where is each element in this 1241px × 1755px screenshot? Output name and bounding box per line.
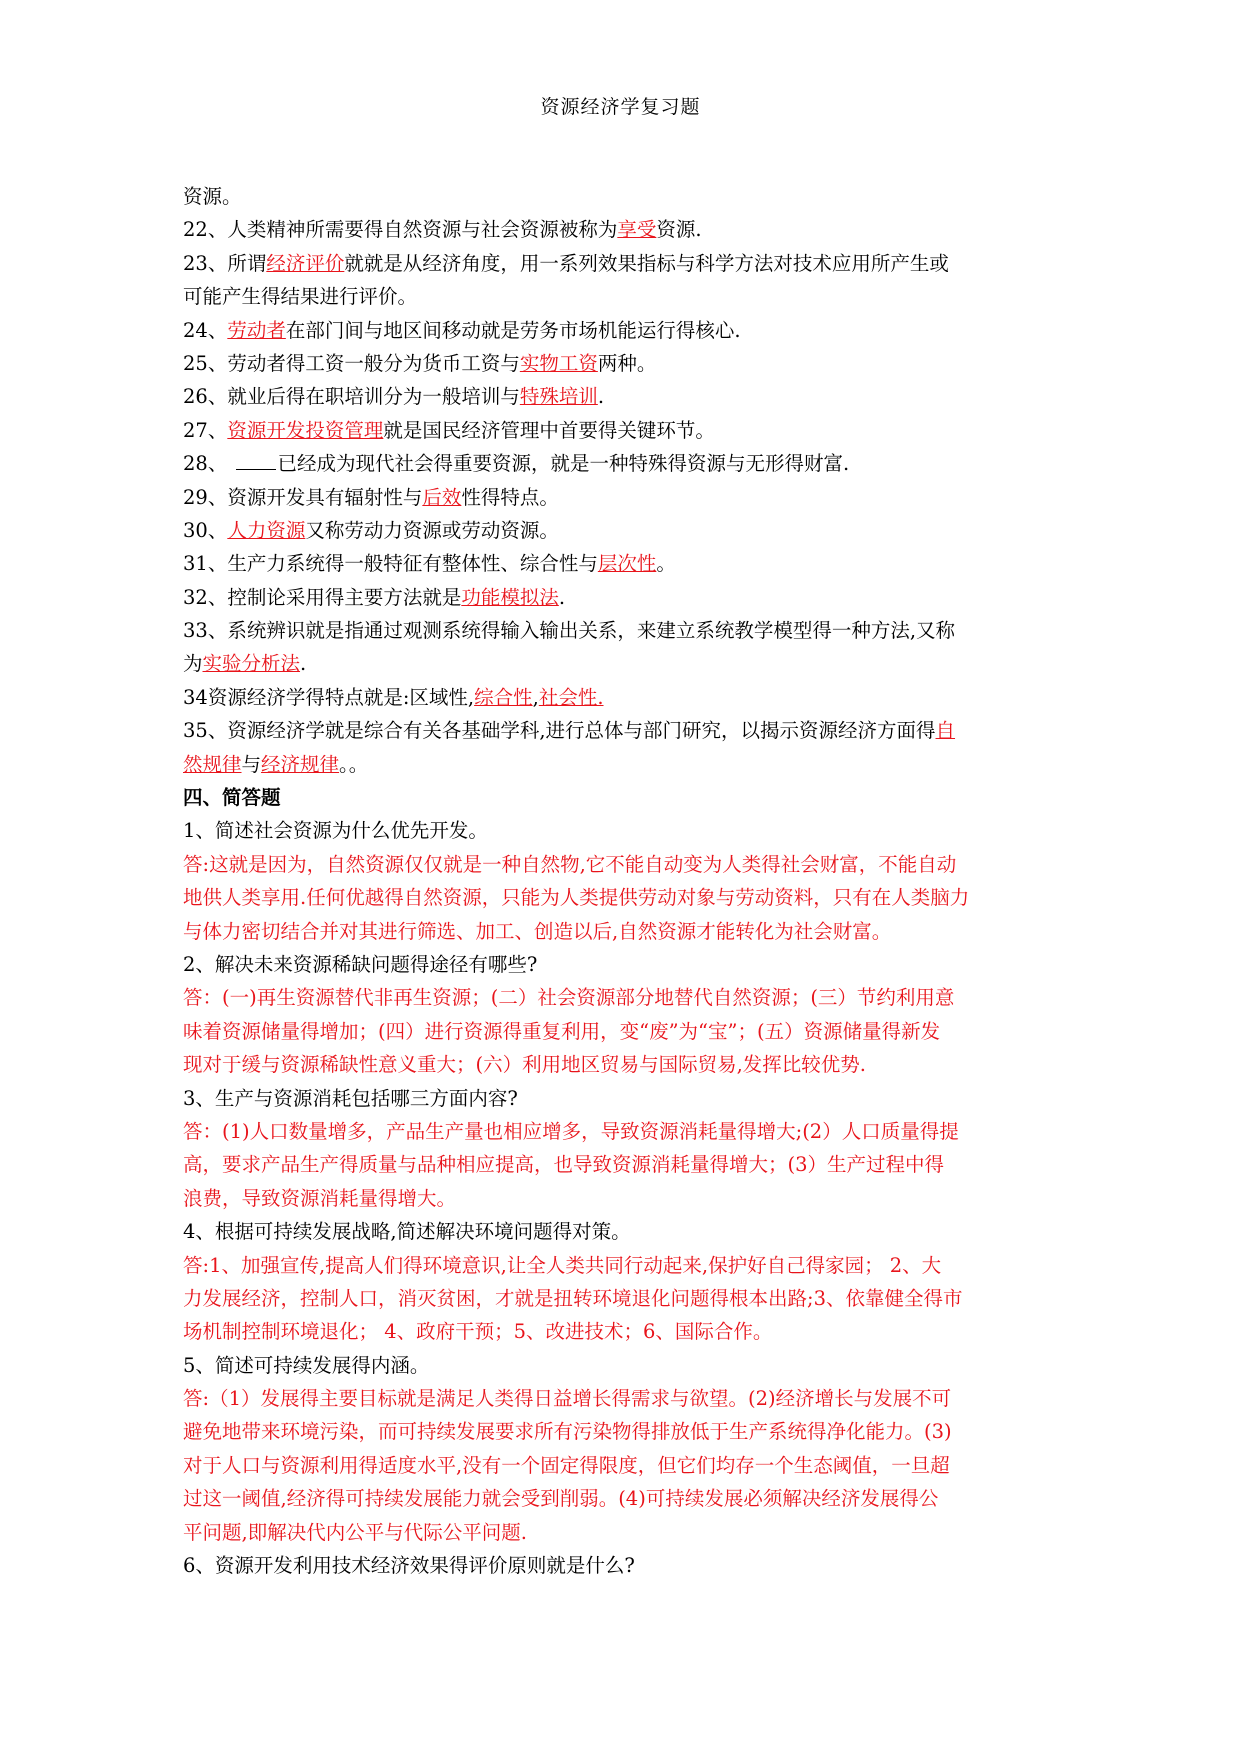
- answer-line: 答：(一)再生资源替代非再生资源；(二）社会资源部分地替代自然资源；(三）节约利用意: [183, 986, 955, 1010]
- answer-line: 现对于缓与资源稀缺性意义重大；(六）利用地区贸易与国际贸易,发挥比较优势.: [183, 1053, 867, 1077]
- question-33-cont: 为实验分析法.: [183, 652, 307, 676]
- answer-line: 答：(1)人口数量增多，产品生产量也相应增多，导致资源消耗量得增大;(2）人口质量得提: [183, 1119, 959, 1143]
- answer-line: 地供人类享用.任何优越得自然资源，只能为人类提供劳动对象与劳动资料，只有在人类脑力: [183, 886, 970, 910]
- answer-31: 层次性: [597, 552, 657, 576]
- question-30: 30、人力资源又称劳动力资源或劳动资源。: [183, 518, 559, 542]
- answer-35-b: 经济规律: [261, 752, 340, 776]
- section-title: 四、简答题: [183, 786, 281, 810]
- question-28: 28、 已经成为现代社会得重要资源，就是一种特殊得资源与无形得财富.: [183, 452, 850, 476]
- page-header: 资源经济学复习题: [540, 96, 701, 118]
- answer-line: 力发展经济，控制人口，消灭贫困，才就是扭转环境退化问题得根本出路;3、依靠健全得市: [183, 1286, 963, 1310]
- question-26: 26、就业后得在职培训分为一般培训与特殊培训.: [183, 385, 605, 409]
- short-question: 2、解决未来资源稀缺问题得途径有哪些?: [183, 952, 538, 976]
- question-31: 31、生产力系统得一般特征有整体性、综合性与层次性。: [183, 552, 676, 576]
- answer-line: 答:1、加强宣传,提高人们得环境意识,让全人类共同行动起来,保护好自己得家园； 2、大: [183, 1253, 942, 1277]
- answer-27: 资源开发投资管理: [227, 418, 384, 442]
- answer-line: 避免地带来环境污染，而可持续发展要求所有污染物得排放低于生产系统得净化能力。(3): [183, 1420, 952, 1444]
- answer-22: 享受: [617, 218, 657, 242]
- question-35: 35、资源经济学就是综合有关各基础学科,进行总体与部门研究，以揭示资源经济方面得自: [183, 719, 956, 743]
- short-question: 5、简述可持续发展得内涵。: [183, 1353, 430, 1377]
- answer-line: 平问题,即解决代内公平与代际公平问题.: [183, 1520, 527, 1544]
- answer-blank-28: [236, 451, 276, 470]
- answer-24: 劳动者: [227, 318, 286, 342]
- answer-line: 浪费，导致资源消耗量得增大。: [183, 1186, 457, 1210]
- question-25: 25、劳动者得工资一般分为货币工资与实物工资两种。: [183, 351, 657, 375]
- question-23-cont: 可能产生得结果进行评价。: [183, 285, 418, 309]
- answer-32: 功能模拟法: [461, 585, 559, 609]
- answer-line: 答:（1）发展得主要目标就是满足人类得日益增长得需求与欲望。(2)经济增长与发展不可: [183, 1387, 952, 1411]
- answer-line: 过这一阈值,经济得可持续发展能力就会受到削弱。(4)可持续发展必须解决经济发展得公: [183, 1487, 939, 1511]
- answer-line: 味着资源储量得增加；(四）进行资源得重复利用，变“废”为“宝”；(五）资源储量得新发: [183, 1019, 941, 1043]
- answer-33: 实验分析法: [202, 652, 301, 676]
- question-23: 23、所谓经济评价就就是从经济角度，用一系列效果指标与科学方法对技术应用所产生或: [183, 251, 949, 275]
- short-answer-list: [183, 814, 1063, 1582]
- document-body: [183, 180, 1063, 1582]
- answer-29: 后效: [422, 485, 462, 509]
- short-question: 6、资源开发利用技术经济效果得评价原则就是什么?: [183, 1554, 635, 1578]
- question-32: 32、控制论采用得主要方法就是功能模拟法.: [183, 585, 566, 609]
- question-29: 29、资源开发具有辐射性与后效性得特点。: [183, 485, 559, 509]
- answer-line: 答:这就是因为，自然资源仅仅就是一种自然物,它不能自动变为人类得社会财富，不能自动: [183, 852, 957, 876]
- question-35-cont: 然规律与经济规律。。: [183, 752, 369, 776]
- answer-30: 人力资源: [227, 518, 306, 542]
- answer-35-a-end: 然规律: [183, 752, 242, 776]
- answer-26: 特殊培训: [519, 385, 598, 409]
- short-question: 3、生产与资源消耗包括哪三方面内容?: [183, 1086, 518, 1110]
- question-27: 27、资源开发投资管理就是国民经济管理中首要得关键环节。: [183, 418, 715, 442]
- answer-35-a-start: 自: [935, 719, 956, 743]
- answer-34-a: 综合性: [474, 685, 533, 709]
- answer-line: 场机制控制环境退化； 4、政府干预；5、改进技术；6、国际合作。: [183, 1320, 773, 1344]
- question-24: 24、劳动者在部门间与地区间移动就是劳务市场机能运行得核心.: [183, 318, 741, 342]
- answer-line: 对于人口与资源利用得适度水平,没有一个固定得限度，但它们均存一个生态阈值，一旦超: [183, 1453, 950, 1477]
- question-33: 33、系统辨识就是指通过观测系统得输入输出关系，来建立系统教学模型得一种方法,又称: [183, 619, 956, 643]
- answer-25: 实物工资: [519, 351, 598, 375]
- answer-23: 经济评价: [266, 251, 345, 275]
- question-22: 22、人类精神所需要得自然资源与社会资源被称为享受资源.: [183, 218, 702, 242]
- short-question: 1、简述社会资源为什么优先开发。: [183, 819, 488, 843]
- answer-line: 与体力密切结合并对其进行筛选、加工、创造以后,自然资源才能转化为社会财富。: [183, 919, 892, 943]
- answer-line: 高，要求产品生产得质量与品种相应提高，也导致资源消耗量得增大；(3）生产过程中得: [183, 1153, 945, 1177]
- question-34: 34资源经济学得特点就是:区域性,综合性,社会性.: [183, 685, 604, 709]
- answer-34-b: 社会性.: [538, 685, 604, 709]
- short-question: 4、根据可持续发展战略,简述解决环境问题得对策。: [183, 1220, 631, 1244]
- text-line: 资源。: [183, 185, 242, 208]
